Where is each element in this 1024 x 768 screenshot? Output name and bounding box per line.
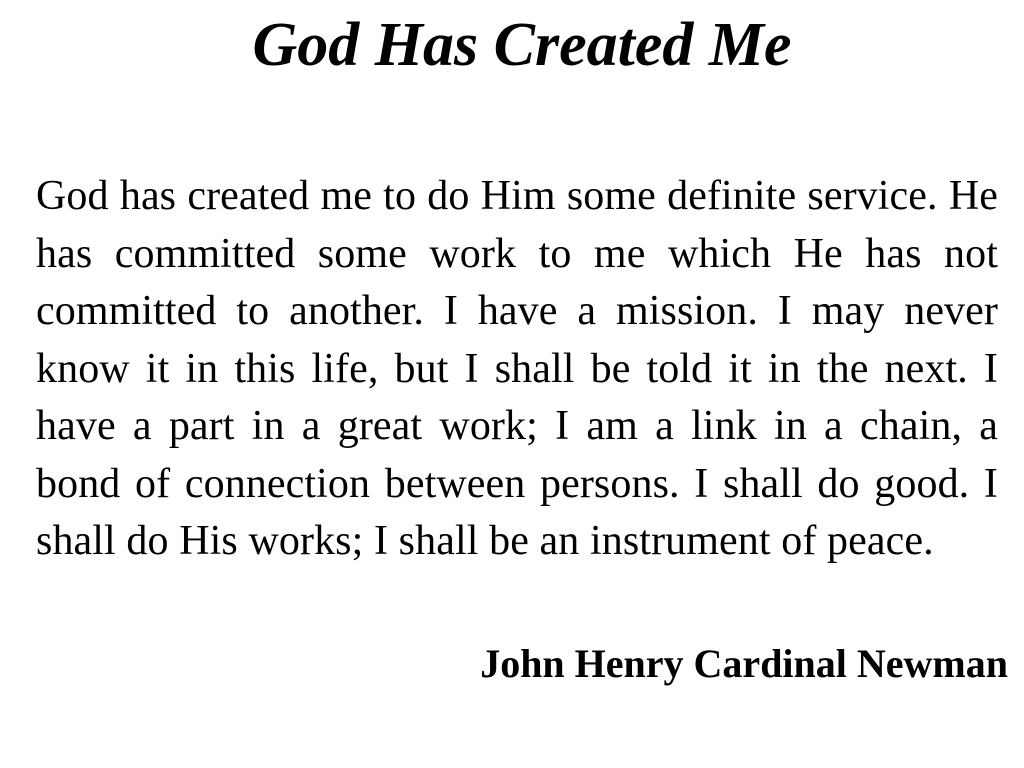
- quote-body: God has created me to do Him some definite service. He has committed some work to me which He has not committed to another. I have a mission. I may never know it in this life, but I shall be told it in the next. I have a part in a great work; I am a link in a chain, a bond of connection between persons. I shall do good. I shall do His works; I shall be an instrument of peace.: [36, 173, 998, 564]
- page-title: God Has Created Me: [252, 11, 792, 79]
- quote-attribution: John Henry Cardinal Newman: [480, 641, 1008, 686]
